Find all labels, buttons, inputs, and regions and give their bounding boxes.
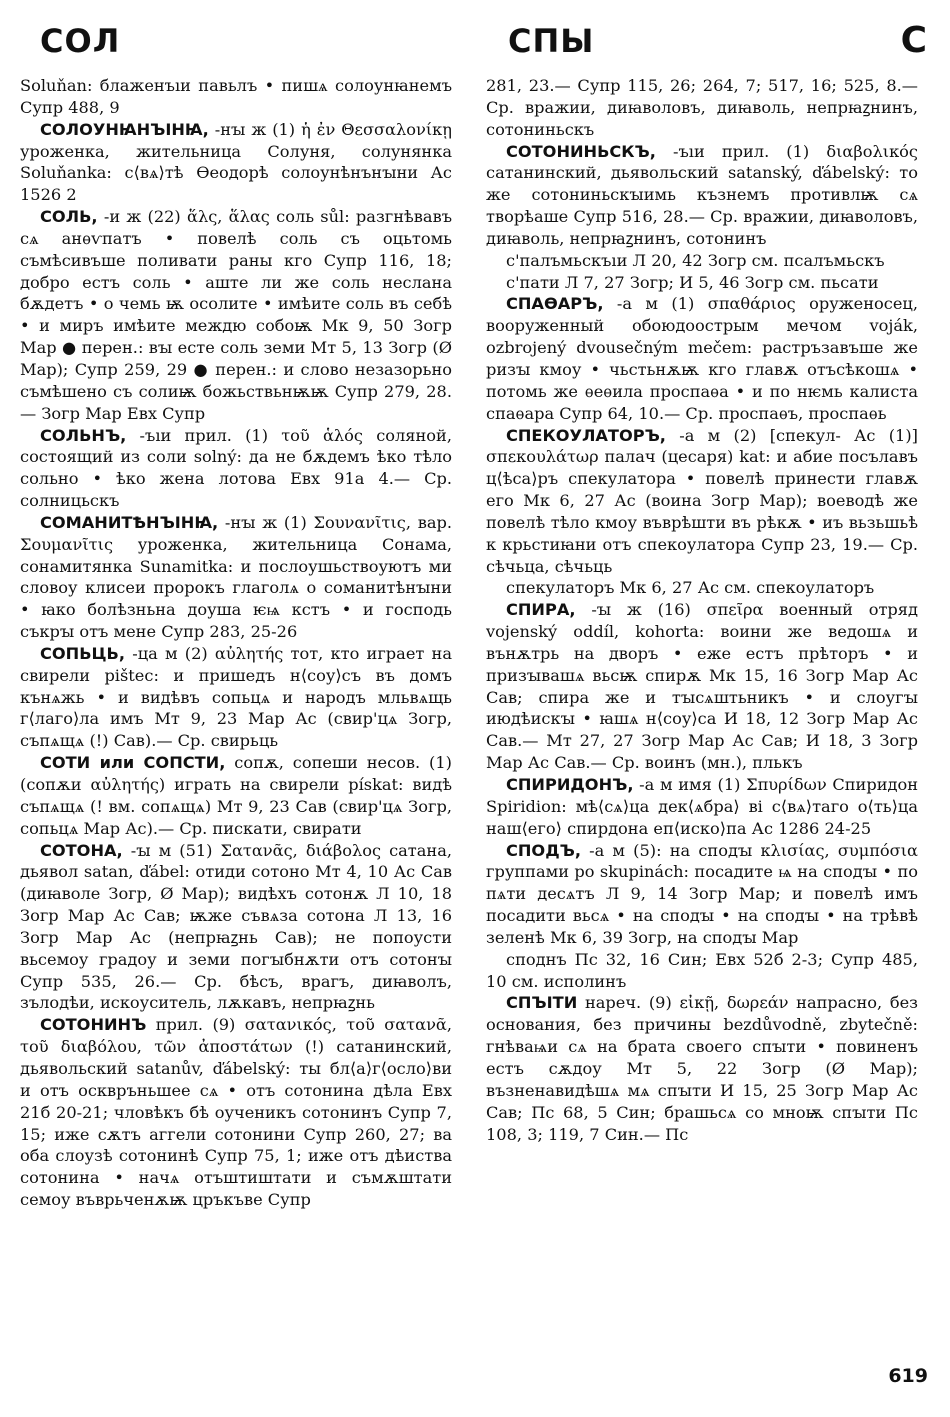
entry-body: -ъıи прил. (1) τοῦ ἁλός соляной, состоящий из соли solný: да не бѫдемъ ѣко тѣло сольно • ѣко жена лотова Евх 91а 4.— Ср. солницьскъ bbox=[20, 425, 452, 511]
entry-headword: СОЛЬ, bbox=[40, 207, 98, 227]
entry-body: с'пати Л 7, 27 Зогр; И 5, 46 Зогр см. пьсати bbox=[506, 272, 879, 292]
right-column bbox=[486, 75, 918, 1145]
entry-body: -ца м (2) αὐλητής тот, кто играет на свирели pištec: и пришедъ н⟨соу⟩съ въ домъ кънѧжь • и видѣвъ сопьцѧ и народъ мльвѧщь г⟨лаго⟩ла имъ Мт 9, 23 Мар Ас (свир'цѧ Зогр, съпѧщѧ (!) Сав).— Ср. свирьць bbox=[20, 643, 452, 751]
entry-body: 281, 23.— Супр 115, 26; 264, 7; 517, 16; 525, 8.— Ср. вражии, диꙗволовъ, диꙗволь, непрꙗꙁнинъ, сотониньскъ bbox=[486, 76, 918, 139]
entry-headword: СПОДЪ, bbox=[506, 840, 581, 860]
dictionary-entry bbox=[486, 141, 918, 250]
entry-headword: СПЕКОУЛАТОРЪ, bbox=[506, 425, 666, 445]
dictionary-entry bbox=[20, 752, 452, 839]
dictionary-entry bbox=[486, 992, 918, 1145]
entry-headword: СПИРА, bbox=[506, 600, 576, 620]
entry-body: сопѫ, сопеши несов. (1) (сопѫи αὐλητής) играть на свирели pískat: видѣ съпѧщѧ (! вм. сопѧщѧ) Мт 9, 23 Сав (свир'цѧ Зогр, сопьцѧ Мар Ас).— Ср. пискати, свирати bbox=[20, 753, 452, 838]
dictionary-entry bbox=[20, 512, 452, 643]
dictionary-entry bbox=[486, 75, 918, 141]
page-number: 619 bbox=[888, 1365, 928, 1387]
entry-body: -а м (5): на сподꙑ κλισίας, συμπόσια группами po skupinách: посадите ѩ на сподꙑ • по пѧти десѧтъ Л 9, 14 Зогр Мар; и повелѣ имъ посадити вьсѧ • на сподꙑ • на сподꙑ • на трѣвѣ зеленѣ Мк 6, 39 Зогр, на сподꙑ Мар bbox=[486, 840, 918, 947]
dictionary-entry bbox=[20, 206, 452, 424]
entry-body: Soluňan: блаженъıи павьлъ • пишѧ солоунꙗнемъ Супр 488, 9 bbox=[20, 76, 452, 117]
entry-headword: СОЛЬНЪ, bbox=[40, 425, 127, 445]
dictionary-entry bbox=[486, 293, 918, 424]
dictionary-entry bbox=[20, 1014, 452, 1211]
entry-body: споднъ Пс 32, 16 Син; Евх 52б 2-3; Супр 485, 10 см. исполинъ bbox=[486, 949, 918, 991]
entry-body: -ъıи прил. (1) διαβολικός сатанинский, дьявольский satanský, ďábelský: то же сотониньскꙑимь къзнемъ противлѭ сѧ творѣаше Супр 516, 28.— Ср. вражии, диꙗволовъ, диꙗволь, непрꙗꙁнинъ, сотонинъ bbox=[486, 141, 918, 248]
running-head-left: СОЛ bbox=[40, 22, 121, 60]
dictionary-entry bbox=[486, 425, 918, 578]
entry-headword: СОМАНИТѢНЪІНꙖ, bbox=[40, 512, 219, 532]
entry-headword: СПЪІТИ bbox=[506, 993, 578, 1013]
entry-headword: СОЛОУНꙖНЪІНꙖ, bbox=[40, 119, 209, 139]
section-letter: С bbox=[900, 20, 928, 61]
dictionary-entry bbox=[486, 577, 918, 599]
entry-body: -а м (1) σπαθάριος оруженосец, вооруженный обоюдоострым мечом voják, ozbrojený dvousečným mečem: растръзавъше же ризꙑ кмоу • чьстьнѫѭ кго главѫ отъсѣкошѧ • потомь же ѳеѳила проспаѳа • и по нѥмь калиста спаѳара Супр 64, 10.— Ср. проспаѳъ, проспаѳь bbox=[486, 294, 918, 423]
entry-headword: СОТИ или СОПСТИ, bbox=[40, 753, 226, 773]
dictionary-entry bbox=[486, 840, 918, 949]
entry-body: -ꙑ ж (16) σπεῖρα военный отряд vojenský oddíl, kohorta: воини же ведошѧ и вънѫтрь на дворъ • еже естъ прѣторъ • и призꙑвашѧ вьсѭ спирѫ Мк 15, 16 Зогр Мар Ас Сав; спира же и тꙑсѧштьникъ • и слоугꙑ июдѣискꙑ • ꙗшѧ н⟨соу⟩са И 18, 12 Зогр Мар Ас Сав.— Мт 27, 27 Зогр Мар Ас Сав; И 18, 3 Зогр Мар Ас Сав.— Ср. воинъ (мн.), плькъ bbox=[486, 600, 918, 773]
entry-body: -нꙑ ж (1) Σουνανῖτις, вар. Σουμανῖτις уроженка, жительница Сонама, сонамитянка Sunamitka: и послоушьствоуютъ ми словоу клисеи пророкъ глаголѧ о соманитѣнꙑни • ꙗко болѣзньна доуша ѥѩ кстъ • и господь съкрꙑ отъ мене Супр 283, 25-26 bbox=[20, 512, 452, 642]
entry-body: нареч. (9) εἰκῇ, δωρεάν напрасно, без основания, без причины bezdůvodně, zbytečně: гнѣваѩи сѧ на брата своего спꙑти • повиненъ естъ сѫдоу Мт 5, 22 Зогр (Ø Мар); възненавидѣшѧ мѧ спꙑти И 15, 25 Зогр Мар Ас Сав; Пс 68, 5 Син; брашьсѧ со мноѭ спꙑти Пс 108, 3; 119, 7 Син.— Пс bbox=[486, 993, 918, 1144]
entry-body: спекулаторъ Мк 6, 27 Ас см. спекоулаторъ bbox=[506, 578, 875, 598]
dictionary-entry bbox=[486, 774, 918, 840]
entry-headword: СОТОНИНЪ bbox=[40, 1015, 147, 1035]
dictionary-entry bbox=[486, 949, 918, 993]
entry-body: -а м имя (1) Σπυρίδων Спиридон Spiridion: мѣ⟨сѧ⟩ца дек⟨ѧбра⟩ ві с⟨вѧ⟩таго о⟨ть⟩ца наш⟨его⟩ спирдона еп⟨иско⟩па Ас 1286 24-25 bbox=[486, 775, 918, 838]
dictionary-entry bbox=[486, 599, 918, 774]
dictionary-entry bbox=[20, 643, 452, 752]
entry-headword: СПАѲАРЪ, bbox=[506, 294, 604, 314]
entry-body: прил. (9) σατανικός, τοῦ σατανᾶ, τοῦ διαβόλου, τῶν ἀποστάτων (!) сатанинский, дьявольский satanův, ďábelský: ты бл⟨а⟩г⟨осло⟩ви и отъ осквръньшее сѧ • отъ сотонина дѣла Евх 21б 20-21; чловѣкъ бѣ оученикъ сотонинъ Супр 7, 15; иже сѫтъ аггели сотонини Супр 260, 27; ва оба слоузѣ сотонинѣ Супр 75, 1; иже отъ дѣиства сотонина • начѧ отъштиштати и съмѫштати семоу въврьченѫѭ цръкъве Супр bbox=[20, 1015, 452, 1210]
running-head-center: СПЫ bbox=[508, 22, 595, 60]
dictionary-entry bbox=[486, 272, 918, 294]
entry-body: -и ж (22) ἅλς, ἅλας соль sůl: разгнѣвавъ сѧ анѳѵпатъ • повелѣ соль съ оцьтомь съмѣсивъше поливати раны кго Супр 116, 18; добро естъ соль • аште ли же соль неслана бѫдетъ • о чемь ѭ осолите • имѣите соль въ себѣ • и миръ имѣите междю собоѭ Мк 9, 50 Зогр Мар ● перен.: вꙑ есте соль земи Мт 5, 13 Зогр (Ø Мар); Супр 259, 29 ● перен.: и слово незазорьно съмѣшено съ солиѭ божьствьнѭѭ Супр 279, 28.— Зогр Мар Евх Супр bbox=[20, 207, 452, 423]
dictionary-entry bbox=[20, 119, 452, 206]
dictionary-entry bbox=[20, 840, 452, 1015]
entry-body: -нꙑ ж (1) ἡ ἐν Θεσσαλονίκῃ уроженка, жительница Солуня, солунянка Soluňanka: с⟨вѧ⟩тѣ Ѳеодорѣ солоунѣнънꙑни Ас 1526 2 bbox=[20, 119, 452, 205]
entry-body: -а м (2) [спекул- Ас (1)] σπεκουλάτωρ палач (цесаря) kat: и абие посълавъ ц⟨ѣса⟩ръ спекулатора • повелѣ принести главѫ его Мк 6, 27 Ас (воина Зогр Мар); воеводѣ же повелѣ тѣло кмоу въврѣшти въ рѣкѫ • иъ вьзьшьѣ к крьстиꙗни отъ спекоулатора Супр 23, 19.— Ср. сѣчьца, сѣчьць bbox=[486, 425, 918, 576]
left-column bbox=[20, 75, 452, 1211]
entry-body: -ꙑ м (51) Σατανᾶς, διάβολος сатана, дьявол satan, ďábel: отиди сотоно Мт 4, 10 Ас Сав (диꙗволе Зогр, Ø Мар); видѣхъ сотонѫ Л 10, 18 Зогр Мар Ас Сав; ѭже съвѧза сотона Л 13, 16 Зогр Мар Ас (непрꙗꙁнь Сав); не попоусти вьсемоу градоу и земи погꙑбнѫти отъ сотонꙑ Супр 535, 26.— Ср. бѣсъ, врагъ, диꙗволъ, зълодѣи, искоуситель, лѫкавъ, непрꙗꙁнь bbox=[20, 840, 452, 1013]
entry-body: с'палъмьскъıи Л 20, 42 Зогр см. псалъмьскъ bbox=[506, 250, 885, 270]
entry-headword: СПИРИДОНЪ, bbox=[506, 775, 634, 794]
dictionary-entry bbox=[20, 75, 452, 119]
entry-headword: СОТОНИНЬСКЪ, bbox=[506, 141, 656, 161]
dictionary-entry bbox=[486, 250, 918, 272]
entry-headword: СОПЬЦЬ, bbox=[40, 643, 126, 663]
entry-headword: СОТОНА, bbox=[40, 840, 123, 860]
dictionary-entry bbox=[20, 425, 452, 512]
